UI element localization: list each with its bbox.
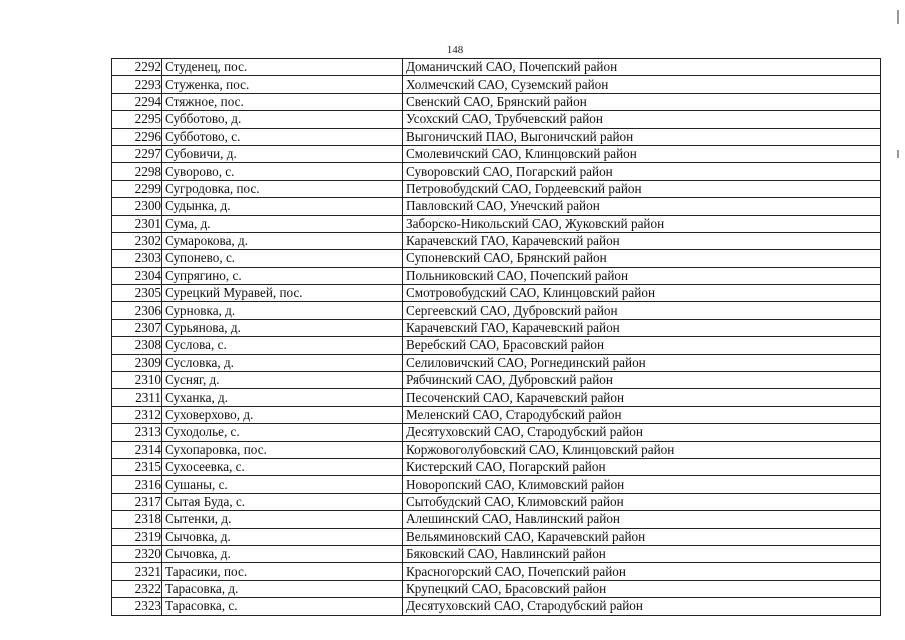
settlement-name: Студенец, пос. (162, 59, 403, 76)
row-number: 2318 (112, 511, 162, 528)
table-row (112, 93, 881, 110)
settlement-name: Стуженка, пос. (162, 76, 403, 93)
administrative-unit: Свенский САО, Брянский район (403, 93, 881, 110)
settlement-name: Сытая Буда, с. (162, 493, 403, 510)
row-number: 2310 (112, 372, 162, 389)
row-number: 2305 (112, 285, 162, 302)
administrative-unit: Доманичский САО, Почепский район (403, 59, 881, 76)
administrative-unit: Карачевский ГАО, Карачевский район (403, 319, 881, 336)
administrative-unit: Селиловичский САО, Рогнединский район (403, 354, 881, 371)
table-row (112, 198, 881, 215)
settlement-name: Сушаны, с. (162, 476, 403, 493)
row-number: 2316 (112, 476, 162, 493)
table-row (112, 111, 881, 128)
administrative-unit: Супоневский САО, Брянский район (403, 250, 881, 267)
row-number: 2304 (112, 267, 162, 284)
settlement-name: Сычовка, д. (162, 528, 403, 545)
row-number: 2299 (112, 180, 162, 197)
table-row (112, 319, 881, 336)
table-row (112, 337, 881, 354)
settlement-name: Сума, д. (162, 215, 403, 232)
settlement-name: Тарасовка, с. (162, 598, 403, 615)
table-row (112, 285, 881, 302)
settlement-name: Суворово, с. (162, 163, 403, 180)
row-number: 2296 (112, 128, 162, 145)
row-number: 2298 (112, 163, 162, 180)
administrative-unit: Песоченский САО, Карачевский район (403, 389, 881, 406)
table-row (112, 354, 881, 371)
settlement-name: Суховерхово, д. (162, 406, 403, 423)
administrative-unit: Выгоничский ПАО, Выгоничский район (403, 128, 881, 145)
settlement-name: Субботово, с. (162, 128, 403, 145)
administrative-unit: Смотровобудский САО, Клинцовский район (403, 285, 881, 302)
administrative-unit: Усохский САО, Трубчевский район (403, 111, 881, 128)
settlement-name: Суслова, с. (162, 337, 403, 354)
settlement-name: Сумарокова, д. (162, 232, 403, 249)
row-number: 2303 (112, 250, 162, 267)
administrative-unit: Меленский САО, Стародубский район (403, 406, 881, 423)
row-number: 2317 (112, 493, 162, 510)
administrative-unit: Петровобудский САО, Гордеевский район (403, 180, 881, 197)
table-body (112, 59, 881, 616)
row-number: 2320 (112, 545, 162, 562)
row-number: 2312 (112, 406, 162, 423)
settlement-name: Сурновка, д. (162, 302, 403, 319)
settlement-name: Субовичи, д. (162, 145, 403, 162)
settlement-name: Суходолье, с. (162, 424, 403, 441)
administrative-unit: Суворовский САО, Погарский район (403, 163, 881, 180)
row-number: 2293 (112, 76, 162, 93)
table-row (112, 145, 881, 162)
administrative-unit: Красногорский САО, Почепский район (403, 563, 881, 580)
administrative-unit: Холмечский САО, Суземский район (403, 76, 881, 93)
administrative-unit: Бяковский САО, Навлинский район (403, 545, 881, 562)
administrative-unit: Смолевичский САО, Клинцовский район (403, 145, 881, 162)
settlement-name: Сытенки, д. (162, 511, 403, 528)
administrative-unit: Алешинский САО, Навлинский район (403, 511, 881, 528)
table-row (112, 389, 881, 406)
administrative-unit: Десятуховский САО, Стародубский район (403, 598, 881, 615)
row-number: 2311 (112, 389, 162, 406)
table-row (112, 598, 881, 615)
row-number: 2294 (112, 93, 162, 110)
administrative-unit: Коржовоголубовский САО, Клинцовский район (403, 441, 881, 458)
table-row (112, 250, 881, 267)
table-row (112, 528, 881, 545)
row-number: 2297 (112, 145, 162, 162)
settlement-register-table (111, 58, 881, 616)
administrative-unit: Вельяминовский САО, Карачевский район (403, 528, 881, 545)
settlement-name: Судынка, д. (162, 198, 403, 215)
row-number: 2307 (112, 319, 162, 336)
settlement-name: Сычовка, д. (162, 545, 403, 562)
administrative-unit: Десятуховский САО, Стародубский район (403, 424, 881, 441)
row-number: 2322 (112, 580, 162, 597)
table-row (112, 372, 881, 389)
settlement-name: Сухопаровка, пос. (162, 441, 403, 458)
table-row (112, 215, 881, 232)
table-row (112, 406, 881, 423)
administrative-unit: Карачевский ГАО, Карачевский район (403, 232, 881, 249)
settlement-name: Тарасики, пос. (162, 563, 403, 580)
settlement-name: Сурьянова, д. (162, 319, 403, 336)
administrative-unit: Веребский САО, Брасовский район (403, 337, 881, 354)
table-row (112, 545, 881, 562)
table-row (112, 458, 881, 475)
settlement-name: Супонево, с. (162, 250, 403, 267)
row-number: 2321 (112, 563, 162, 580)
settlement-name: Субботово, д. (162, 111, 403, 128)
table-row (112, 441, 881, 458)
settlement-name: Тарасовка, д. (162, 580, 403, 597)
row-number: 2319 (112, 528, 162, 545)
settlement-name: Сусняг, д. (162, 372, 403, 389)
row-number: 2315 (112, 458, 162, 475)
administrative-unit: Сергеевский САО, Дубровский район (403, 302, 881, 319)
scan-edge-mark (897, 10, 899, 24)
table-row (112, 493, 881, 510)
table-row (112, 511, 881, 528)
row-number: 2309 (112, 354, 162, 371)
table-row (112, 424, 881, 441)
table-row (112, 302, 881, 319)
administrative-unit: Польниковский САО, Почепский район (403, 267, 881, 284)
table-row (112, 580, 881, 597)
table-row (112, 76, 881, 93)
settlement-name: Сугродовка, пос. (162, 180, 403, 197)
administrative-unit: Сытобудский САО, Климовский район (403, 493, 881, 510)
row-number: 2302 (112, 232, 162, 249)
row-number: 2323 (112, 598, 162, 615)
table-row (112, 180, 881, 197)
settlement-name: Стяжное, пос. (162, 93, 403, 110)
row-number: 2306 (112, 302, 162, 319)
scan-edge-mark (897, 150, 899, 158)
administrative-unit: Новоропский САО, Климовский район (403, 476, 881, 493)
administrative-unit: Павловский САО, Унечский район (403, 198, 881, 215)
row-number: 2295 (112, 111, 162, 128)
table-row (112, 232, 881, 249)
settlement-name: Суханка, д. (162, 389, 403, 406)
settlement-name: Сурецкий Муравей, пос. (162, 285, 403, 302)
page-number: 148 (446, 44, 464, 56)
administrative-unit: Заборско-Никольский САО, Жуковский район (403, 215, 881, 232)
settlement-name: Сухосеевка, с. (162, 458, 403, 475)
administrative-unit: Рябчинский САО, Дубровский район (403, 372, 881, 389)
table-row (112, 59, 881, 76)
table-row (112, 163, 881, 180)
settlement-name: Супрягино, с. (162, 267, 403, 284)
row-number: 2292 (112, 59, 162, 76)
table-row (112, 267, 881, 284)
row-number: 2313 (112, 424, 162, 441)
administrative-unit: Крупецкий САО, Брасовский район (403, 580, 881, 597)
row-number: 2300 (112, 198, 162, 215)
settlement-name: Сусловка, д. (162, 354, 403, 371)
table-row (112, 476, 881, 493)
administrative-unit: Кистерский САО, Погарский район (403, 458, 881, 475)
row-number: 2301 (112, 215, 162, 232)
row-number: 2308 (112, 337, 162, 354)
table-row (112, 128, 881, 145)
table-row (112, 563, 881, 580)
row-number: 2314 (112, 441, 162, 458)
